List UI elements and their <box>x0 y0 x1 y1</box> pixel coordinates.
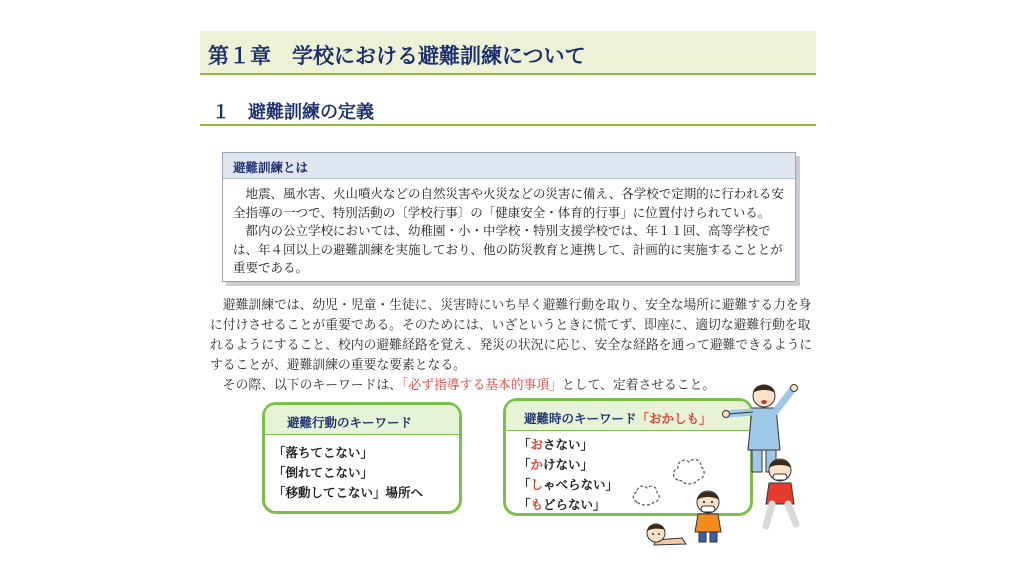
chapter-title: 第１章 学校における避難訓練について <box>208 44 586 68</box>
section-title: １ 避難訓練の定義 <box>212 102 374 123</box>
child-covering-mouth-illustration <box>688 488 728 544</box>
keyword-initial: し <box>530 477 544 492</box>
keyword-item: 「しゃべらない」 <box>518 477 619 492</box>
section-divider <box>200 124 816 126</box>
keyword-item: 「倒れてこない」 <box>273 465 374 480</box>
crawling-child-illustration <box>642 520 688 546</box>
keyword-box-title: 避難行動のキーワード <box>287 415 413 430</box>
smoke-puff-illustration <box>630 482 660 508</box>
keyword-item: 「移動してこない」場所へ <box>273 485 424 500</box>
body-text-after: として、定着させること。 <box>561 378 716 393</box>
body-text-before: その際、以下のキーワードは、 <box>222 378 402 393</box>
keyword-box-title <box>524 409 712 427</box>
smoke-puff-illustration <box>670 454 706 488</box>
running-child-illustration <box>758 456 804 532</box>
keyword-item: 「落ちてこない」 <box>273 445 373 460</box>
okashimo-label: 「おかしも」 <box>636 411 712 426</box>
keyword-item: 「おさない」 <box>518 437 594 452</box>
evacuation-action-keyword-box <box>262 402 462 514</box>
keyword-initial: も <box>530 497 544 512</box>
keyword-box-title-main: 避難時のキーワード <box>524 411 637 426</box>
highlight-text: 「必ず指導する基本的事項」 <box>401 378 562 393</box>
definition-header <box>223 153 795 179</box>
definition-box <box>222 152 796 282</box>
body-paragraph: 避難訓練では、幼児・児童・生徒に、災害時にいち早く避難行動を取り、安全な場所に避難する力を身に付けさせることが重要である。そのためには、いざというときに慌てず、即座に、適切な避難行動を取れるようにすること、校内の避難経路を覚え、発災の状況に応じ、安全な経路を通って避難できるようにすることが、避難訓練の重要な要素となる。 <box>210 298 813 373</box>
keyword-list <box>518 435 618 515</box>
definition-body <box>233 185 789 278</box>
definition-heading: 避難訓練とは <box>233 160 309 175</box>
keyword-initial: か <box>530 457 544 472</box>
keyword-item: 「もどらない」 <box>518 497 606 512</box>
keyword-initial: お <box>530 437 544 452</box>
chapter-header <box>200 31 816 75</box>
keyword-list <box>273 443 423 503</box>
definition-paragraph: 地震、風水害、火山噴火などの自然災害や火災などの災害に備え、各学校で定期的に行われる安全指導の一つで、特別活動の〔学校行事〕の「健康安全・体育的行事」に位置付けられている。 <box>233 186 784 220</box>
definition-paragraph: 都内の公立学校においては、幼稚園・小・中学校・特別支援学校では、年１１回、高等学校では、年４回以上の避難訓練を実施しており、他の防災教育と連携して、計画的に実施することとが重要である。 <box>233 223 783 276</box>
keyword-item: 「かけない」 <box>518 457 594 472</box>
